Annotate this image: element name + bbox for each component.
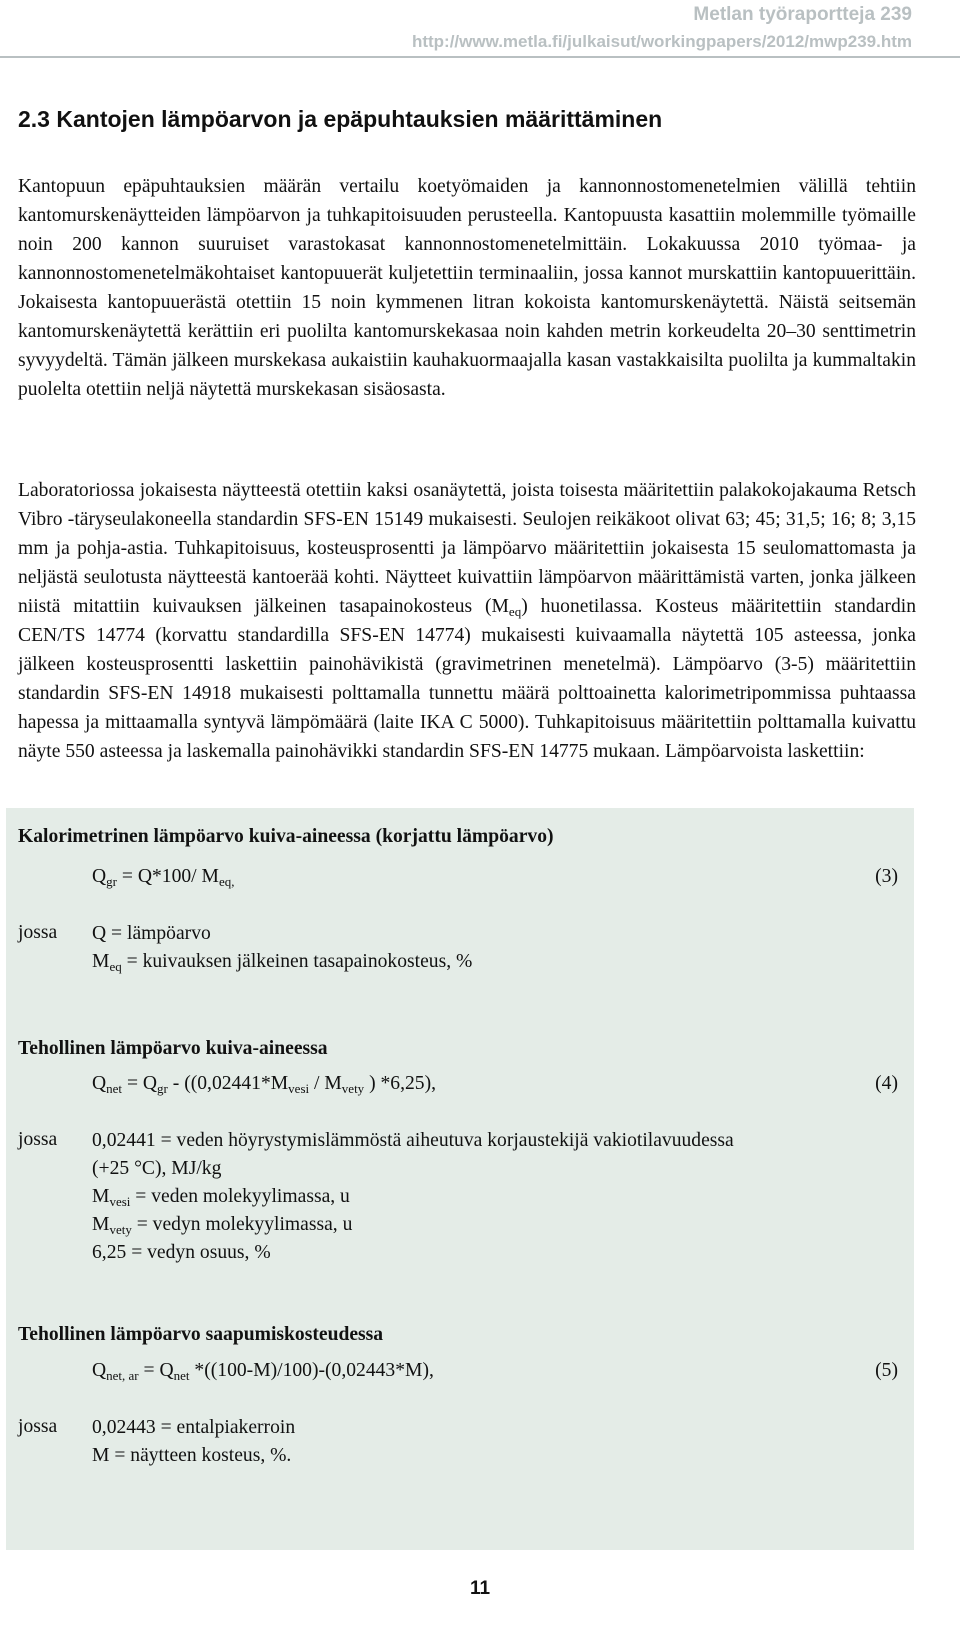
definition-item: $M_{eq}$ = kuivauksen jälkeinen tasapainokosteus, % <box>92 951 473 974</box>
definition-item: $M_{vety}$ = vedyn molekyylimassa, u <box>92 1214 353 1237</box>
formula-5-equation: $Q_{net, ar} = Q_{net}$ *((100-M)/100)-(0,02443*M), <box>92 1360 434 1383</box>
formula-3-jossa-label: jossa <box>18 922 58 943</box>
report-series-title: Metlan työraportteja 239 <box>693 4 912 25</box>
formula-4-jossa-label: jossa <box>18 1129 58 1150</box>
paragraph-laboratory-subscript: eq <box>508 604 522 619</box>
paragraph-sampling: Kantopuun epäpuhtauksien määrän vertailu koetyömaiden ja kannonnostomenetelmien välillä tehtiin kantomurskenäytteiden lämpöarvon ja tuhkapitoisuuden perusteella. Kantopuusta kasattiin molemmille työmaille noin 200 kannon suuruiset varastokasat kannonnostomenetelmittäin. Lokakuussa 2010 työmaa- ja kannonnostomenetelmäkohtaiset kantopuuerät kuljetettiin terminaaliin, jossa kannot murskattiin kantopuuerittäin. Jokaisesta kantopuuerästä otettiin 15 noin kymmenen litran kokoista kantomurskenäytettä. Näistä seitsemän kantomurskenäytettä kerättiin eri puolilta kantomurskekasaa noin kahden metrin korkeudelta 20–30 senttimetrin syvyydeltä. Tämän jälkeen murskekasa aukaistiin kauhakuormaajalla kasan vastakkaisilta puolilta ja kummaltakin puolelta otettiin neljä näytettä murskekasan sisäosasta. <box>18 176 916 400</box>
formula-4-title: Tehollinen lämpöarvo kuiva-aineessa <box>18 1038 328 1059</box>
paragraph-laboratory-part2: ) huonetilassa. Kosteus määritettiin standardin CEN/TS 14774 (korvattu standardilla SFS-EN 14774) mukaisesti kuivaamalla näytettä 105 asteessa, jonka jälkeen kosteusprosentti laskettiin painohävikistä (gravimetrinen menetelmä). Lämpöarvo (3-5) määritettiin standardin SFS-EN 14918 mukaisesti polttamalla tunnettu määrä polttoainetta kalorimetripommissa puhtaassa hapessa ja mittaamalla syntyvä lämpömäärä (laite IKA C 5000). Tuhkapitoisuus määritettiin polttamalla kuivattu näyte 550 asteessa ja laskemalla painohävikki standardin SFS-EN 14775 mukaan. Lämpöarvoista laskettiin: <box>18 596 916 762</box>
formula-5-number: (5) <box>875 1360 898 1381</box>
formula-3-number: (3) <box>875 866 898 887</box>
definition-item: Q = lämpöarvo <box>92 923 211 944</box>
formula-5-jossa-label: jossa <box>18 1416 58 1437</box>
paragraph-laboratory-part1: Laboratoriossa jokaisesta näytteestä otettiin kaksi osanäytettä, joista toisesta määritettiin palakokojakauma Retsch Vibro -täryseulakoneella standardin SFS-EN 15149 mukaisesti. Seulojen reikäkoot olivat 63; 45; 31,5; 16; 8; 3,15 mm ja pohja-astia. Tuhkapitoisuus, kosteusprosentti ja lämpöarvo määritettiin jokaisesta 15 seulomattomasta ja neljästä seulotusta näytteestä kantoerää kohti. Näytteet kuivattiin lämpöarvon määrittämistä varten, jonka jälkeen niistä mitattiin kuivauksen jälkeinen tasapainokosteus (M <box>18 480 916 617</box>
definition-item: 0,02441 = veden höyrystymislämmöstä aiheutuva korjaustekijä vakiotilavuudessa <box>92 1130 734 1151</box>
paragraph-laboratory <box>18 476 916 766</box>
page-number: 11 <box>469 1578 491 1599</box>
formula-4-number: (4) <box>875 1073 898 1094</box>
definition-item: $M_{vesi}$ = veden molekyylimassa, u <box>92 1186 350 1209</box>
definition-item: M = näytteen kosteus, %. <box>92 1445 292 1466</box>
definition-item: 0,02443 = entalpiakerroin <box>92 1417 296 1438</box>
definition-item: (+25 °C), MJ/kg <box>92 1158 222 1179</box>
formula-3-equation: $Q_{gr} = Q*100/$ $M_{eq,}$ <box>92 866 235 889</box>
formula-4-equation: $Q_{net} = Q_{gr} - ((0,02441*M_{vesi} / M_{vety}$ ) *6,25), <box>92 1073 437 1096</box>
report-url[interactable]: http://www.metla.fi/julkaisut/workingpapers/2012/mwp239.htm <box>411 32 912 51</box>
formula-5-title: Tehollinen lämpöarvo saapumiskosteudessa <box>18 1324 384 1345</box>
header-divider <box>0 56 960 58</box>
definition-item: 6,25 = vedyn osuus, % <box>92 1242 271 1263</box>
formula-3-definitions <box>92 920 472 976</box>
formula-3-title: Kalorimetrinen lämpöarvo kuiva-aineessa (korjattu lämpöarvo) <box>18 826 554 847</box>
formula-5-definitions <box>92 1414 295 1470</box>
formula-4-definitions <box>92 1127 734 1267</box>
section-heading: 2.3 Kantojen lämpöarvon ja epäpuhtauksien määrittäminen <box>18 106 663 132</box>
